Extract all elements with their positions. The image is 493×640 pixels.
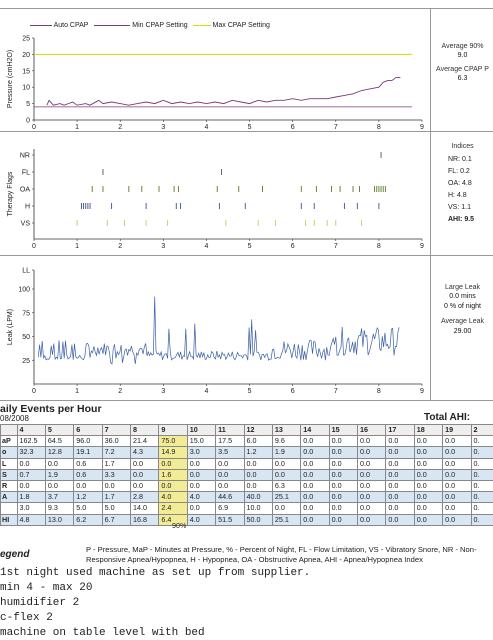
events-header-cell: 18 (414, 425, 442, 436)
table-cell: 0.0 (329, 480, 357, 491)
table-cell: 3.5 (216, 447, 244, 458)
table-cell: 1.7 (102, 492, 130, 503)
flags-xtick-label: 9 (420, 243, 424, 250)
table-cell: 0.0 (443, 514, 471, 525)
table-cell: 16.8 (131, 514, 159, 525)
table-row (1, 503, 493, 514)
pressure-xtick-label: 0 (32, 124, 36, 130)
avg-leak-value: 29.00 (453, 327, 472, 335)
leak-ylabel: Leak (LPM) (7, 308, 14, 346)
table-cell: 0.0 (329, 492, 357, 503)
table-cell: 0.0 (358, 447, 386, 458)
flags-xtick-label: 6 (290, 243, 295, 250)
pressure-ytick-label: 10 (22, 84, 30, 92)
table-cell: 0. (471, 436, 493, 447)
table-cell: 0.0 (443, 469, 471, 480)
table-cell: 1.9 (272, 447, 300, 458)
table-cell: 1.2 (74, 492, 102, 503)
table-cell: 3.0 (187, 447, 215, 458)
index-value: 9.5 (464, 216, 475, 224)
table-cell: 0.0 (443, 447, 471, 458)
note-line-1: 1st night used machine as set up from supplier. (0, 567, 311, 579)
table-cell: 75.0 (159, 436, 187, 447)
table-cell: 50.0 (244, 514, 272, 525)
top-border (0, 8, 493, 9)
table-cell: 0.0 (216, 458, 244, 469)
table-cell: 4.3 (131, 447, 159, 458)
table-cell: 0.0 (301, 458, 329, 469)
row-label: HI (1, 514, 18, 525)
table-cell: 0.0 (74, 480, 102, 491)
table-cell: 64.5 (45, 436, 73, 447)
table-cell: 1.8 (17, 492, 45, 503)
table-cell: 0.0 (216, 469, 244, 480)
index-row-oa (448, 178, 493, 190)
table-cell: 0.0 (45, 458, 73, 469)
avgcpap-label: Average CPAP P (436, 65, 489, 73)
table-row (1, 458, 493, 469)
table-cell: 96.0 (74, 436, 102, 447)
table-cell: 6.9 (216, 503, 244, 514)
table-cell: 0.0 (386, 514, 414, 525)
events-header-cell: 14 (301, 425, 329, 436)
pressure-ytick-label: 0 (26, 117, 30, 125)
table-cell: 1.9 (45, 469, 73, 480)
table-cell: 0. (471, 503, 493, 514)
table-cell: 2.8 (131, 492, 159, 503)
table-cell: 0.0 (159, 480, 187, 491)
table-cell: 17.5 (216, 436, 244, 447)
index-value: 0.1 (462, 156, 472, 164)
table-cell: 0.0 (216, 480, 244, 491)
index-row-h (448, 190, 493, 202)
right-panel-divider (430, 8, 431, 400)
table-cell: 15.0 (187, 436, 215, 447)
table-row (1, 469, 493, 480)
table-cell: 0.0 (45, 480, 73, 491)
flags-xtick-label: 4 (204, 243, 209, 250)
table-cell: 0.0 (329, 469, 357, 480)
leak-chart (0, 260, 430, 400)
table-cell: 0.0 (272, 458, 300, 469)
flags-xtick-label: 0 (32, 243, 36, 250)
divider-1 (0, 131, 493, 132)
pressure-xtick-label: 7 (333, 124, 338, 130)
table-cell: 21.4 (131, 436, 159, 447)
indices-panel (432, 142, 493, 226)
table-cell: 6.0 (244, 436, 272, 447)
table-cell: 0.0 (386, 458, 414, 469)
events-header-cell: 2 (471, 425, 493, 436)
table-row (1, 447, 493, 458)
pressure-xtick-label: 5 (247, 124, 252, 130)
table-cell: 2.4 (159, 503, 187, 514)
table-cell: 0. (471, 447, 493, 458)
table-cell: 25.1 (272, 492, 300, 503)
table-cell: 0.0 (187, 503, 215, 514)
table-cell: 4.0 (187, 514, 215, 525)
flags-xtick-label: 1 (75, 243, 80, 250)
table-cell: 9.3 (45, 503, 73, 514)
table-cell: 0.0 (329, 458, 357, 469)
pressure-ytick-label: 20 (22, 51, 30, 59)
flag-row-label-h: H (24, 203, 30, 211)
table-cell: 0.0 (414, 458, 442, 469)
table-cell: 0.0 (244, 458, 272, 469)
table-cell: 36.0 (102, 436, 130, 447)
flags-xtick-label: 2 (118, 243, 123, 250)
avg90-label: Average 90% (441, 43, 484, 50)
table-cell: 0.0 (329, 447, 357, 458)
index-value: 0.2 (460, 168, 470, 176)
index-label: FL: (448, 168, 461, 176)
index-row-vs (448, 202, 493, 214)
table-cell: 0. (471, 458, 493, 469)
index-row-fl (448, 166, 493, 178)
index-label: OA: (448, 180, 463, 188)
auto-cpap-series (47, 77, 401, 105)
percent-label: 90% (172, 521, 187, 530)
flag-row-label-fl: FL (21, 169, 30, 177)
large-leak-label: Large Leak (444, 284, 481, 291)
table-cell: 0. (471, 492, 493, 503)
pressure-ytick-label: 25 (22, 35, 30, 43)
therapy-flags-chart (0, 135, 430, 255)
table-cell: 0.0 (414, 514, 442, 525)
pressure-xtick-label: 6 (290, 124, 295, 130)
table-cell: 0.0 (358, 458, 386, 469)
table-cell: 14.0 (131, 503, 159, 514)
table-cell: 6.2 (74, 514, 102, 525)
leak-ytick-label: 25 (22, 357, 30, 365)
table-cell: 0.0 (244, 480, 272, 491)
table-cell: 0.0 (358, 514, 386, 525)
index-row-ahi (448, 214, 493, 226)
events-header-cell: 9 (159, 425, 187, 436)
row-label: L (1, 458, 18, 469)
pressure-xtick-label: 8 (376, 124, 381, 130)
row-label: S (1, 469, 18, 480)
pressure-summary (432, 42, 493, 84)
events-header-cell: 8 (131, 425, 159, 436)
leak-summary (432, 283, 493, 336)
table-cell: 0.0 (443, 480, 471, 491)
legend-text: P - Pressure, MaP - Minutes at Pressure, % - Percent of Night, FL - Flow Limitation, VS - Vibratory Snore, NR - Non-Responsive Apnea/Hypopnea, H - Hypopnea, OA - Obstructive Apnea, AHI - Apnea/Hypopnea Index (86, 545, 477, 564)
leak-xtick-label: 3 (161, 388, 166, 395)
table-cell: 0.0 (329, 503, 357, 514)
table-cell: 0.0 (414, 480, 442, 491)
table-cell: 4.8 (17, 514, 45, 525)
divider-3 (0, 400, 493, 401)
table-cell: 0.0 (272, 503, 300, 514)
table-cell: 0.0 (358, 492, 386, 503)
pressure-xtick-label: 4 (204, 124, 209, 130)
large-leak-pct: 0 % of night (444, 302, 481, 310)
flags-ylabel: Therapy Flags (7, 171, 14, 217)
events-header-cell: 4 (17, 425, 45, 436)
table-cell: 0.0 (301, 503, 329, 514)
events-header-row (1, 425, 493, 436)
table-cell: 6.4 (159, 514, 187, 525)
legend-title: egend (0, 549, 30, 560)
events-header-cell: 15 (329, 425, 357, 436)
events-header-cell: 16 (358, 425, 386, 436)
note-line-4: c-flex 2 (0, 612, 53, 624)
leak-xtick-label: 6 (290, 388, 295, 395)
pressure-ytick-label: 5 (26, 101, 30, 109)
pressure-xtick-label: 3 (161, 124, 166, 130)
index-row-nr (448, 154, 493, 166)
table-row (1, 480, 493, 491)
table-cell: 13.0 (45, 514, 73, 525)
events-header-cell: 17 (386, 425, 414, 436)
table-cell: 0.0 (17, 458, 45, 469)
index-label: VS: (448, 204, 462, 212)
note-line-2: min 4 - max 20 (0, 582, 93, 594)
note-line-3: humidifier 2 (0, 597, 80, 609)
pressure-ylabel: Pressure (cmH2O) (7, 49, 14, 109)
table-cell: 4.0 (187, 492, 215, 503)
table-cell: 0.0 (187, 458, 215, 469)
legend-line-min (94, 25, 130, 26)
table-cell: 162.5 (17, 436, 45, 447)
table-cell: 5.0 (102, 503, 130, 514)
events-header-cell: 13 (272, 425, 300, 436)
table-cell: 0.0 (301, 447, 329, 458)
table-cell: 9.6 (272, 436, 300, 447)
leak-xtick-label: 5 (247, 388, 252, 395)
table-cell: 0.0 (386, 469, 414, 480)
table-cell: 0.0 (443, 436, 471, 447)
events-header-cell: 11 (216, 425, 244, 436)
table-cell: 0.0 (131, 458, 159, 469)
leak-xtick-label: 7 (333, 388, 338, 395)
index-label: NR: (448, 156, 462, 164)
table-cell: 0.0 (131, 480, 159, 491)
table-cell: 3.7 (45, 492, 73, 503)
table-cell: 0.0 (386, 447, 414, 458)
note-line-5: machine on table level with bed (0, 627, 205, 639)
table-cell: 0.0 (301, 436, 329, 447)
events-header-cell: 5 (45, 425, 73, 436)
table-cell: 0.0 (301, 492, 329, 503)
leak-xtick-label: 0 (32, 388, 36, 395)
table-cell: 10.0 (244, 503, 272, 514)
table-cell: 0.0 (414, 503, 442, 514)
table-cell: 0.0 (272, 469, 300, 480)
avg90-value: 9.0 (457, 52, 468, 60)
table-cell: 0.0 (358, 480, 386, 491)
table-cell: 0.0 (386, 436, 414, 447)
table-cell: 0.0 (358, 436, 386, 447)
table-cell: 0. (471, 469, 493, 480)
table-cell: 44.6 (216, 492, 244, 503)
leak-series (38, 297, 399, 364)
flags-xtick-label: 3 (161, 243, 166, 250)
pressure-xtick-label: 1 (75, 124, 80, 130)
table-cell: 0.0 (443, 458, 471, 469)
table-cell: 6.7 (102, 514, 130, 525)
table-cell: 0.0 (414, 469, 442, 480)
events-header-cell: 10 (187, 425, 215, 436)
table-cell: 0.6 (74, 458, 102, 469)
table-cell: 0.0 (102, 480, 130, 491)
legend-max-cpap: Max CPAP Setting (212, 22, 270, 29)
table-cell: 1.7 (102, 458, 130, 469)
table-cell: 0.0 (414, 436, 442, 447)
indices-list (432, 154, 493, 226)
index-label: AHI: (448, 216, 465, 224)
flag-row-label-oa: OA (19, 186, 30, 194)
events-header-cell: 12 (244, 425, 272, 436)
events-header-cell: 19 (443, 425, 471, 436)
indices-title: Indices (451, 143, 474, 150)
table-row (1, 514, 493, 525)
large-leak-mins: 0.0 mins (449, 293, 476, 301)
leak-xtick-label: 2 (118, 388, 123, 395)
flags-xtick-label: 5 (247, 243, 252, 250)
events-header-cell: 6 (74, 425, 102, 436)
table-cell: 0.0 (414, 492, 442, 503)
row-label: aP (1, 436, 18, 447)
legend-min-cpap: Min CPAP Setting (132, 22, 188, 29)
divider-2 (0, 255, 493, 256)
table-cell: 25.1 (272, 514, 300, 525)
leak-xtick-label: 9 (420, 388, 424, 395)
table-cell: 0.0 (386, 480, 414, 491)
table-cell: 0.6 (74, 469, 102, 480)
leak-ytick-label: 50 (22, 334, 30, 341)
table-cell: 7.2 (102, 447, 130, 458)
table-cell: 0.7 (17, 469, 45, 480)
flag-row-label-vs: VS (20, 220, 30, 228)
row-label (1, 503, 18, 514)
legend-line-max (193, 25, 211, 26)
table-cell: 12.8 (45, 447, 73, 458)
table-cell: 0.0 (386, 503, 414, 514)
table-cell: 0.0 (187, 480, 215, 491)
table-cell: 0.0 (131, 469, 159, 480)
legend-auto-cpap: Auto CPAP (53, 22, 89, 29)
table-cell: 0.0 (329, 514, 357, 525)
pressure-xtick-label: 2 (118, 124, 123, 130)
leak-ytick-label: LL (22, 267, 30, 275)
index-value: 1.1 (461, 204, 471, 212)
table-cell: 0.0 (386, 492, 414, 503)
leak-ytick-label: 100 (18, 286, 30, 294)
table-cell: 0.0 (358, 503, 386, 514)
leak-ytick-label: 75 (22, 310, 30, 318)
table-cell: 4.0 (159, 492, 187, 503)
table-cell: 51.5 (216, 514, 244, 525)
table-cell: 0.0 (329, 436, 357, 447)
table-cell: 0.0 (301, 480, 329, 491)
table-cell: 0.0 (159, 458, 187, 469)
table-cell: 0.0 (301, 469, 329, 480)
table-cell: 0.0 (358, 469, 386, 480)
table-cell: 0.0 (17, 480, 45, 491)
events-header-cell (1, 425, 18, 436)
table-cell: 0.0 (187, 469, 215, 480)
leak-xtick-label: 1 (75, 388, 80, 395)
leak-xtick-label: 8 (376, 388, 381, 395)
table-row (1, 436, 493, 447)
table-row (1, 492, 493, 503)
index-value: 4.8 (456, 192, 467, 200)
row-label: R (1, 480, 18, 491)
table-cell: 0.0 (414, 447, 442, 458)
table-cell: 0.0 (244, 469, 272, 480)
flags-xtick-label: 7 (333, 243, 338, 250)
pressure-chart (0, 30, 430, 130)
total-ahi-label: Total AHI: (424, 412, 471, 423)
legend-line-auto (30, 25, 52, 26)
table-cell: 0. (471, 514, 493, 525)
table-cell: 0.0 (443, 492, 471, 503)
avg-leak-label: Average Leak (440, 318, 485, 326)
table-cell: 19.1 (74, 447, 102, 458)
table-cell: 1.2 (244, 447, 272, 458)
table-cell: 0.0 (443, 503, 471, 514)
table-cell: 3.3 (102, 469, 130, 480)
avgcpap-value: 6.3 (457, 75, 468, 83)
events-title: aily Events per Hour (0, 403, 102, 415)
row-label: A (1, 492, 18, 503)
events-header-cell: 7 (102, 425, 130, 436)
events-date: 08/2008 (0, 414, 29, 423)
events-table (0, 424, 493, 526)
table-cell: 6.3 (272, 480, 300, 491)
pressure-ytick-label: 15 (22, 68, 30, 76)
row-label: o (1, 447, 18, 458)
index-value: 4.8 (462, 180, 472, 188)
chart-legend (30, 22, 270, 29)
table-cell: 14.9 (159, 447, 187, 458)
leak-xtick-label: 4 (204, 388, 209, 395)
table-cell: 1.6 (159, 469, 187, 480)
table-cell: 40.0 (244, 492, 272, 503)
pressure-xtick-label: 9 (420, 124, 424, 130)
flag-row-label-nr: NR (19, 152, 30, 160)
index-label: H: (448, 192, 457, 200)
table-cell: 32.3 (17, 447, 45, 458)
flags-xtick-label: 8 (376, 243, 381, 250)
table-cell: 0. (471, 480, 493, 491)
table-cell: 0.0 (301, 514, 329, 525)
table-cell: 3.0 (17, 503, 45, 514)
table-cell: 5.0 (74, 503, 102, 514)
